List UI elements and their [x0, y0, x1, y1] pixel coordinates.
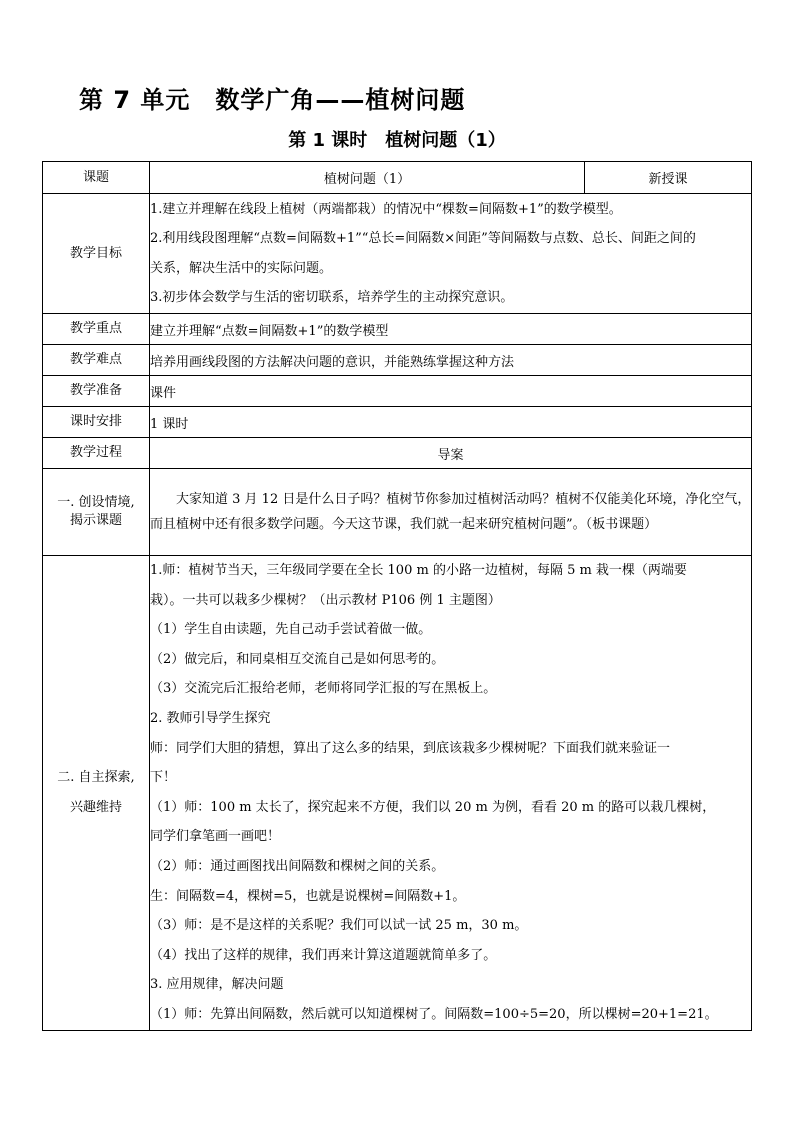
- difficulty-value: 培养用画线段图的方法解决问题的意识，并能熟练掌握这种方法: [150, 345, 752, 376]
- process-header-row: [43, 438, 752, 469]
- preparation-value: 课件: [150, 376, 752, 407]
- section2-line: 同学们拿笔画一画吧！: [150, 829, 281, 845]
- schedule-label: 课时安排: [43, 407, 150, 438]
- section2-line: 3. 应用规律，解决问题: [150, 977, 284, 993]
- section1-label-line1: 一. 创设情境,: [57, 495, 135, 510]
- section2-line: 1.师：植树节当天，三年级同学要在全长 100 m 的小路一边植树，每隔 5 m 栽一棵（两端要: [150, 563, 687, 578]
- topic-value: 植树问题（1）: [150, 162, 585, 194]
- section2-line: （3）师：是不是这样的关系呢？我们可以试一试 25 m，30 m。: [150, 918, 528, 934]
- goals-label: 教学目标: [43, 194, 150, 314]
- goals-content: [150, 194, 752, 314]
- process-label: 教学过程: [43, 438, 150, 469]
- section1-content: [150, 469, 752, 556]
- section2-line: 生：间隔数=4，棵树=5，也就是说棵树=间隔数+1。: [150, 888, 466, 904]
- section2-line: （3）交流完后汇报给老师，老师将同学汇报的写在黑板上。: [150, 681, 497, 697]
- section2-line: （1）师：先算出间隔数，然后就可以知道棵树了。间隔数=100÷5=20，所以棵树=20+1=21。: [150, 1006, 718, 1022]
- unit-title: 第 7 单元 数学广角——植树问题: [79, 86, 466, 114]
- lesson-title: 第 1 课时 植树问题（1）: [288, 130, 506, 151]
- lesson-type: 新授课: [585, 162, 752, 194]
- goal-line: 1.建立并理解在线段上植树（两端都栽）的情况中“棵数=间隔数+1”的数学模型。: [150, 201, 622, 217]
- key-point-value: 建立并理解“点数=间隔数+1”的数学模型: [150, 314, 752, 345]
- section2-line: （1）师：100 m 太长了，探究起来不方便，我们以 20 m 为例，看看 20 m 的路可以栽几棵树，: [150, 799, 716, 815]
- section2-label-line2: 兴趣维持: [69, 799, 122, 815]
- schedule-value: 1 课时: [150, 407, 752, 438]
- section2-line: （2）做完后，和同桌相互交流自己是如何思考的。: [150, 651, 445, 667]
- difficulty-label: 教学难点: [43, 345, 150, 376]
- section2-label-line1: 二. 自主探索,: [57, 769, 135, 785]
- goal-line: 2.利用线段图理解“点数=间隔数+1”“总长=间隔数×间距”等间隔数与点数、总长、间距之间的: [150, 231, 696, 246]
- section2-label: [43, 556, 150, 1031]
- schedule-row: [43, 407, 752, 438]
- section2-line: （1）学生自由读题，先自己动手尝试着做一做。: [150, 622, 432, 638]
- preparation-label: 教学准备: [43, 376, 150, 407]
- section1-label-line2: 揭示课题: [69, 513, 122, 528]
- goal-line: 关系，解决生活中的实际问题。: [150, 260, 333, 276]
- topic-row: [43, 162, 752, 194]
- section2-line: 栽）。一共可以栽多少棵树？（出示教材 P106 例 1 主题图）: [150, 592, 501, 608]
- section2-line: 2. 教师引导学生探究: [150, 710, 271, 726]
- section2-line: 师：同学们大胆的猜想，算出了这么多的结果，到底该栽多少棵树呢？下面我们就来验证一: [150, 740, 671, 756]
- difficulty-row: [43, 345, 752, 376]
- section2-content: [150, 556, 752, 1031]
- section2-line: 下！: [150, 770, 177, 786]
- section2-line: （2）师：通过画图找出间隔数和棵树之间的关系。: [150, 858, 445, 874]
- preparation-row: [43, 376, 752, 407]
- topic-label: 课题: [43, 162, 150, 194]
- section1-text: 大家知道 3 月 12 日是什么日子吗？植树节你参加过植树活动吗？植树不仅能美化环境，净化空气，而且植树中还有很多数学问题。今天这节课，我们就一起来研究植树问题”。（板书课题）: [150, 492, 751, 532]
- section2-line: （4）找出了这样的规律，我们再来计算这道题就简单多了。: [150, 947, 497, 963]
- process-value: 导案: [150, 438, 752, 469]
- goal-line: 3.初步体会数学与生活的密切联系，培养学生的主动探究意识。: [150, 290, 514, 305]
- section2-row: [43, 556, 752, 1031]
- goals-row: [43, 194, 752, 314]
- section1-row: [43, 469, 752, 556]
- section1-label: [43, 469, 150, 556]
- key-point-row: [43, 314, 752, 345]
- lesson-plan-table: [42, 161, 752, 1031]
- key-point-label: 教学重点: [43, 314, 150, 345]
